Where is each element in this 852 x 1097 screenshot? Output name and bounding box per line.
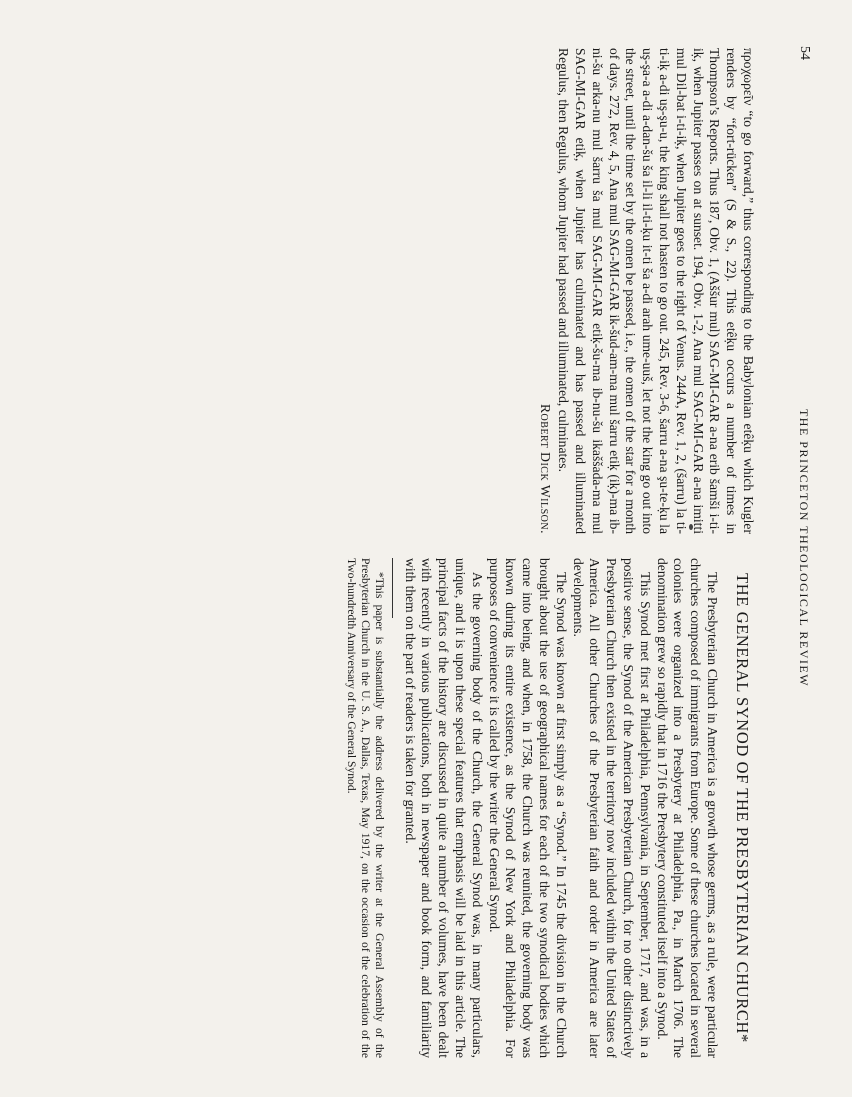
rotated-page [16, 18, 836, 1078]
body-paragraph: The Presbyterian Church in America is a growth whose germs, as a rule, were particular churches composed of immigrants from Europe. Some of these churches located in several colonies were organized into a Presbytery at Philadelphia, Pa., in March 1706. The denomination grew so rapidly that in 1716 the Presbytery constituted itself into a Synod. [654, 558, 720, 1058]
right-column [344, 558, 752, 1058]
article-title: THE GENERAL SYNOD OF THE PRESBYTERIAN CHURCH* [733, 573, 752, 1043]
footnote-divider [392, 558, 393, 618]
body-paragraph: The Synod was known at first simply as a “Synod.” In 1745 the division in the Church brought about the use of geographical names for each of the two synodical bodies which came into being, and when, in 1758, the Church was reunited, the governing body was known during its entire existence, as the Synod of New York and Philadelphia. For purposes of convenience it is called by the writer the General Synod. [486, 558, 569, 1058]
page-header [792, 40, 812, 1056]
body-paragraph: As the governing body of the Church, the General Synod was, in many particulars, unique, and it is upon these special features that emphasis will be laid in this article. The principal facts of the history are discussed in quite a number of volumes, have been dealt with recently in various publications, both in newspaper and book form, and familiarity with them on the part of readers is taken for granted. [402, 558, 485, 1058]
body-paragraph: This Synod met first at Philadelphia, Pennsylvania, in September, 1717, and was, in a positive sense, the Synod of the American Presbyterian Church, for no other distinctively Presbyterian Church then existed in the territory now included within the United States of America. All other Churches of the Presbyterian faith and order in America are later developments. [570, 558, 653, 1058]
left-column [537, 48, 756, 534]
footnote [344, 558, 386, 1058]
left-paragraph: προχωρεῖν “to go forward,” thus corresponding to the Babylonian etêḳu which Kugler renders by “fort-rücken” (S & S., 22). This etêḳu occurs a number of times in Thompson’s Reports. Thus 187, Obv. 1, (Aššur mul) SAG-MI-GAR a-na erib šamši i-ti-iḳ, when Jupiter passes on at sunset. 194, Obv. 1-2, Ana mul SAG-MI-GAR a-na imitti mul Dil-bat i-ti-iḳ, when Jupiter goes to the right of Venus. 244A, Rev. 1, 2, (šarru) la ti-ti-iḳ a-di uş-şu-u, the king shall not hasten to go out. 245, Rev. 3-6, šarru a-na şu-te-ḳu la uş-şa-a a-di a-dan-šu ša il-li il-ti-ḳu it-ti ša a-di arah ume-uuš, let not the king go out into the street, until the time set by the omen be passed, i.e., the omen of the star for a month of days. 272, Rev. 4, 5, Ana mul SAG-MI-GAR ik-šud-am-ma mul šarru etiḳ (iḳ)-ma ib-ni-šu arka-nu mul šarru ša mul SAG-MI-GAR etiḳ-šu-ma ib-nu-šu ikaššada-ma mul SAG-MI-GAR etiḳ, when Jupiter has culminated and has passed and illuminated Regulus, then Regulus, whom Jupiter had passed and illuminated, culminates. [556, 48, 756, 534]
running-title: THE PRINCETON THEOLOGICAL REVIEW [797, 408, 811, 688]
page-number: 54 [797, 46, 812, 60]
footnote-text: *This paper is substantially the address delivered by the writer at the General Assembly of the Presbyterian Church in the U. S. A., Dallas, Texas, May 1917, on the occasion of the celebration of the Two-hundredth Anniversary of the General Synod. [344, 558, 386, 1058]
author-signature: Robert Dick Wilson. [538, 403, 554, 534]
